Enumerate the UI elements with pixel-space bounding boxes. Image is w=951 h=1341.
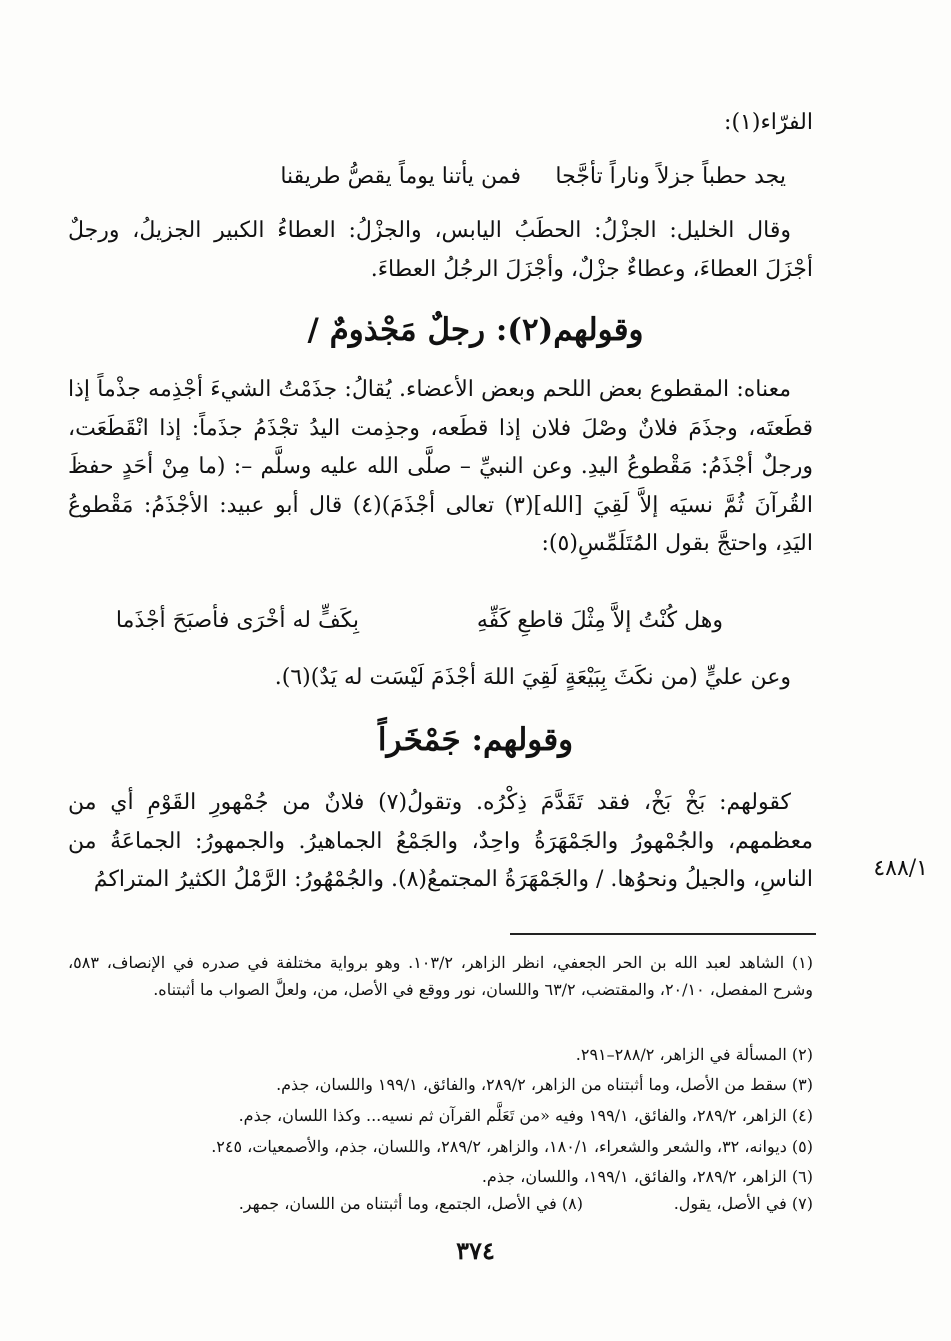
page-number: ٣٧٤ [456,1236,495,1265]
verse2-second-hemistich: بِكَفٍّ له أخْرَى فأصبَحَ أجْذَما [115,608,359,633]
paragraph-majdhum: معناه: المقطوع بعض اللحم وبعض الأعضاء. يُقالُ: جذَمْتُ الشيءَ أجْذِمه جذْماً إذا قطَعتَه، وجذَمَ فلانٌ وصْلَ فلان إذا قطَعه، وجذِمت اليدُ تجْذَمُ جذَماً: إذا انْقَطَعَت، ورجلٌ أجْذَمُ: مَقْطوعُ اليدِ. وعن النبيِّ – صلَّى الله عليه وسلَّم –: (ما مِنْ أحَدٍ حفظَ القُرآنَ ثُمَّ نسيَه إلاَّ لَقِيَ [الله](٣) تعالى أجْذَمَ)(٤) قال أبو عبيد: الأجْذَمُ: مَقْطوعُ اليَدِ، واحتجَّ بقول المُتَلَمِّسِ(٥): [68,377,813,556]
footnote-8: (٨) في الأصل، الجتمع، وما أثبتناه من اللسان، جمهر. [238,1194,583,1213]
footnote-1: (١) الشاهد لعبد الله بن الحر الجعفي، انظر الزاهر، ١٠٣/٢. وهو برواية مختلفة في صدره في الإنصاف، ٥٨٣، وشرح المفصل، ٢٠/١٠، والمقتضب، ٦٣/٢ واللسان، نور ووقع في الأصل، من، ولعلَّ الصواب ما أثبتناه. [68,953,814,999]
heading-jamkhar: وقولهم: جَمْخَراً [377,722,574,758]
heading-majdhum: وقولهم(٢): رجلٌ مَجْذومٌ / [307,312,644,348]
verse2-first-hemistich: وهل كُنْتُ إلاَّ مِثْلَ قاطعِ كَفِّهِ [476,608,723,633]
footnote-6: (٦) الزاهر، ٢٨٩/٢، والفائق، ١٩٩/١، واللسان، جذم. [481,1167,813,1186]
footnote-4: (٤) الزاهر، ٢٨٩/٢، والفائق، ١٩٩/١ وفيه «من تَعَلَّم القرآن ثم نسيه... وكذا اللسان، جذم. [238,1106,813,1125]
verse1-second-hemistich: يجد حطباً جزلاً وناراً تأجَّجا [555,164,786,189]
verse1-first-hemistich: فمن يأتنا يوماً يقصُّ طريقنا [280,164,521,189]
footnote-separator [510,933,816,935]
footnote-5: (٥) ديوانه، ٣٢، والشعر والشعراء، ١٨٠/١، والزاهر، ٢٨٩/٢، واللسان، جذم، والأصمعيات، ٢٤٥. [211,1137,813,1156]
intro-line: الفرّاء(١): [724,110,813,135]
ali-hadith-line: وعن عليٍّ (من نكَثَ بِبَيْعَةٍ لَقِيَ اللهَ أجْذَمَ لَيْسَت له يَدٌ)(٦). [274,665,791,690]
paragraph-jumhur: كقولهم: بَخْ بَخْ، فقد تَقَدَّمَ ذِكْرُه. وتقولُ(٧) فلانٌ من جُمْهورِ القَوْمِ أي من معظمهم، والجُمْهورُ والجَمْهَرَةُ واحِدٌ، والجَمْعُ الجماهيرُ. والجمهورُ: الجماعَةُ من الناسِ، والجيلُ ونحوُها. / والجَمْهَرَةُ المجتمعُ(٨). والجُمْهُورُ: الرَّمْلُ الكثيرُ المتراكمُ [68,790,813,892]
margin-reference: ٤٨٨/١ [873,856,928,881]
footnote-3: (٣) سقط من الأصل، وما أثبتناه من الزاهر، ٢٨٩/٢، والفائق، ١٩٩/١ واللسان، جذم. [276,1075,813,1094]
footnote-2: (٢) المسألة في الزاهر، ٢٨٨/٢–٢٩١. [575,1045,813,1064]
footnote-7: (٧) في الأصل، يقول. [673,1194,813,1213]
paragraph-khalil: وقال الخليل: الجزْلُ: الحطَبُ اليابس، والجزْلُ: العطاءُ الكبير الجزيلُ، ورجلٌ أجْزَلَ العطاءَ، وعطاءٌ جزْلٌ، وأجْزَلَ الرجُلُ العطاءَ. [68,218,813,282]
